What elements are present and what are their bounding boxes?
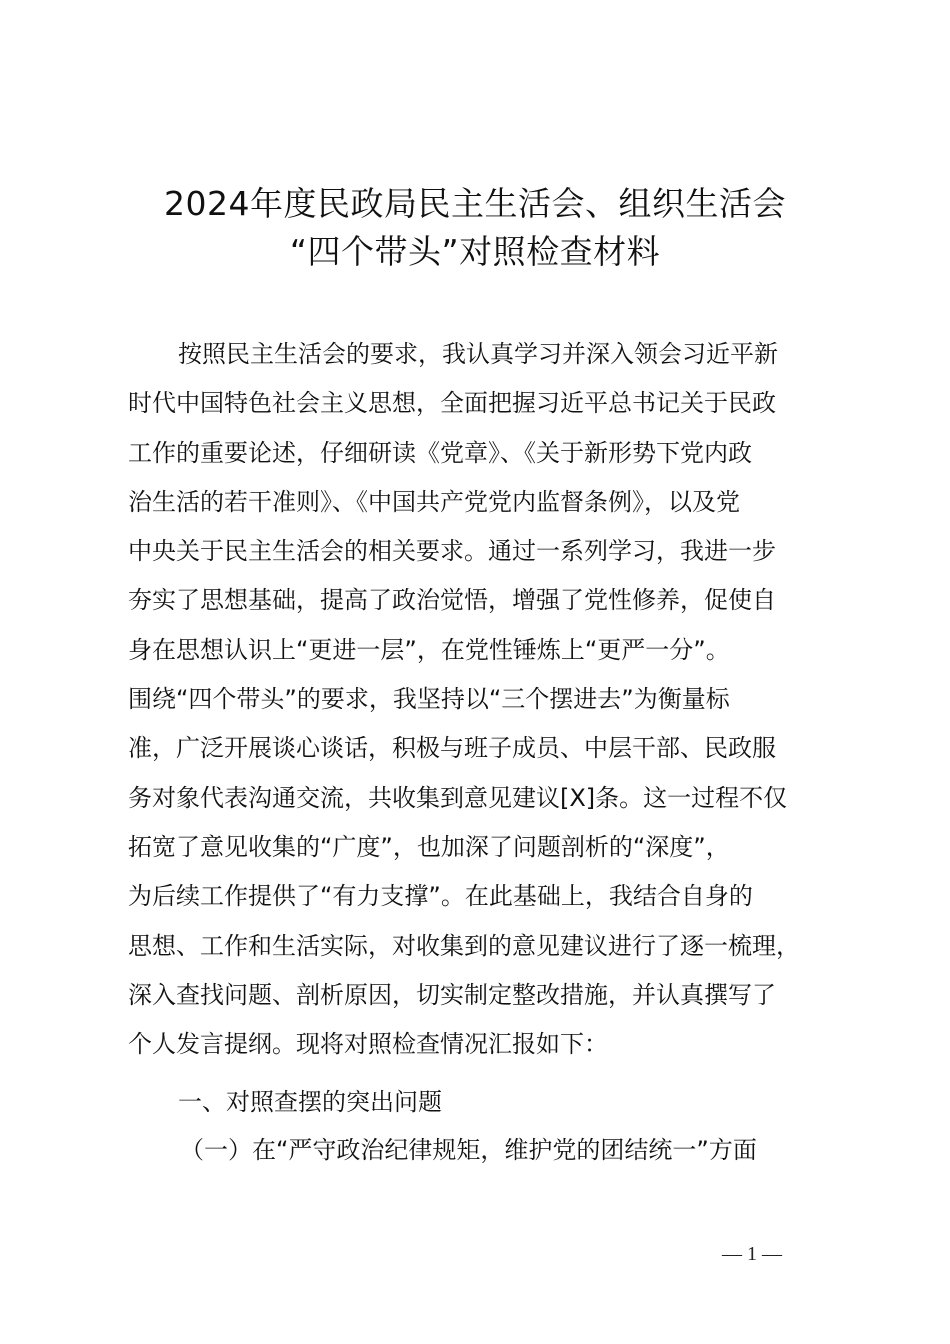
body-line: 中央关于民主生活会的相关要求。通过一系列学习，我进一步 <box>128 537 776 566</box>
title-line: “四个带头”对照检查材料 <box>289 232 661 271</box>
body-line: 拓宽了意见收集的“广度”，也加深了问题剖析的“深度”， <box>128 832 730 861</box>
body-line: 身在思想认识上“更进一层”，在党性锤炼上“更严一分”。 <box>128 635 730 664</box>
body-line: 工作的重要论述，仔细研读《党章》、《关于新形势下党内政 <box>128 438 752 467</box>
body-line: 治生活的若干准则》、《中国共产党党内监督条例》，以及党 <box>128 487 740 516</box>
body-line: 准，广泛开展谈心谈话，积极与班子成员、中层干部、民政服 <box>128 734 776 763</box>
document-title <box>0 180 950 276</box>
body-line: 个人发言提纲。现将对照检查情况汇报如下： <box>128 1030 608 1059</box>
body-line: 夯实了思想基础，提高了政治觉悟，增强了党性修养，促使自 <box>128 586 776 615</box>
body-paragraph <box>128 330 836 1069</box>
body-line: 时代中国特色社会主义思想，全面把握习近平总书记关于民政 <box>128 389 776 418</box>
body-line: 思想、工作和生活实际，对收集到的意见建议进行了逐一梳理， <box>128 931 800 960</box>
body-line: 围绕“四个带头”的要求，我坚持以“三个摆进去”为衡量标 <box>128 685 730 714</box>
section-heading: 一、对照查摆的突出问题 <box>178 1088 442 1116</box>
page-number: — 1 — <box>722 1243 782 1265</box>
title-line: 2024年度民政局民主生活会、组织生活会 <box>164 184 786 223</box>
body-line: 务对象代表沟通交流，共收集到意见建议[X]条。这一过程不仅 <box>128 783 788 812</box>
body-line: 为后续工作提供了“有力支撑”。在此基础上，我结合自身的 <box>128 882 753 911</box>
body-line: 深入查找问题、剖析原因，切实制定整改措施，并认真撰写了 <box>128 980 776 1009</box>
body-line: 按照民主生活会的要求，我认真学习并深入领会习近平新 <box>178 340 778 368</box>
subsection-heading: （一）在“严守政治纪律规矩，维护党的团结统一”方面 <box>180 1136 757 1164</box>
